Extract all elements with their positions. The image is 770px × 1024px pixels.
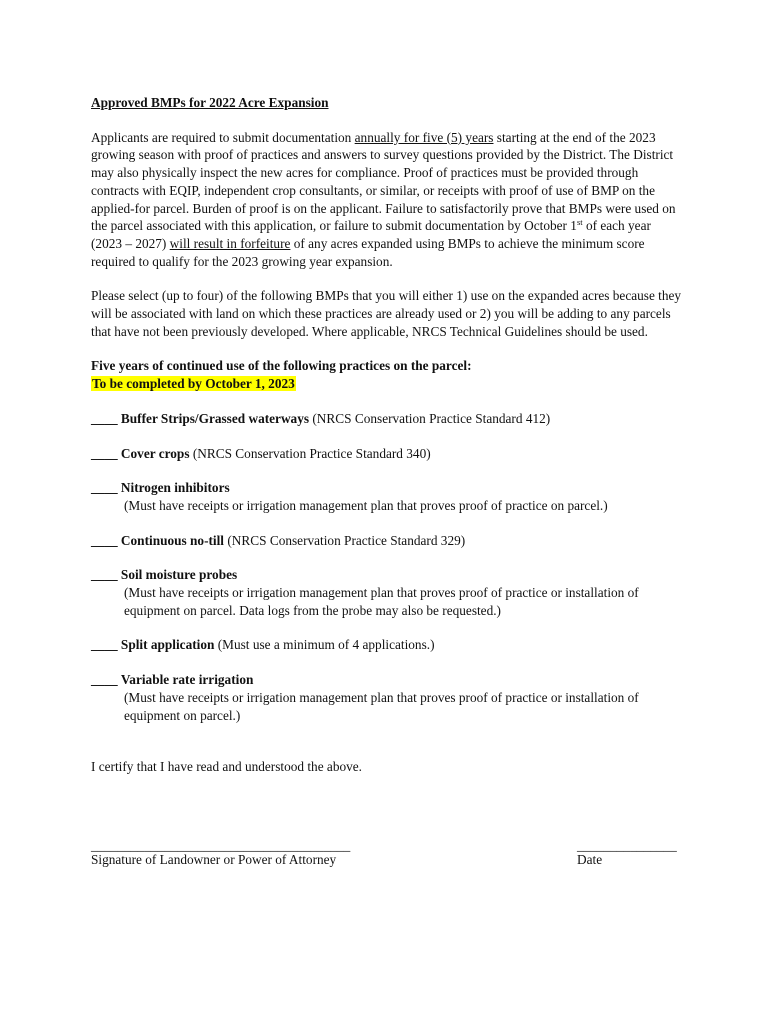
bmp-checkbox-blank[interactable]: ____ [91, 410, 118, 426]
bmp-item-line [91, 671, 683, 689]
select-paragraph: Please select (up to four) of the following BMPs that you will either 1) use on the expanded acres because they will be associated with land on which these practices are already used or 2) you will be adding to any parcels that have not been previously developed. Where applicable, NRCS Technical Guidelines should be used. [91, 288, 682, 339]
bmp-item-detail: (NRCS Conservation Practice Standard 412) [309, 410, 551, 426]
bmp-item-detail: (NRCS Conservation Practice Standard 340) [189, 445, 431, 461]
bmp-item-name: Variable rate irrigation [120, 672, 254, 688]
bmp-item [91, 671, 683, 724]
bmp-item-line [91, 636, 683, 654]
certify-statement: I certify that I have read and understood the above. [91, 759, 362, 775]
document-body [91, 94, 683, 776]
practices-heading: Five years of continued use of the following practices on the parcel: [91, 358, 472, 374]
bmp-item-detail: (Must use a minimum of 4 applications.) [214, 637, 435, 653]
bmp-item [91, 566, 683, 619]
intro-underline-forfeiture: will result in forfeiture [169, 235, 291, 251]
bmp-item-name: Nitrogen inhibitors [120, 480, 230, 496]
bmp-checkbox-blank[interactable]: ____ [91, 480, 118, 496]
bmp-checkbox-blank[interactable]: ____ [91, 637, 118, 653]
bmp-item-name: Cover crops [120, 445, 190, 461]
bmp-item [91, 479, 683, 514]
bmp-checkbox-blank[interactable]: ____ [91, 532, 118, 548]
bmp-item-note: (Must have receipts or irrigation management plan that proves proof of practice or installation of equipment on parcel. Data logs from the probe may also be requested.) [124, 585, 639, 618]
intro-text-2: starting at the end of the 2023 growing season with proof of practices and answers to survey questions provided by the District. The District may also physically inspect the new acres for compliance. Proof of practices must be provided through contracts with EQIP, independent crop consultants, or similar, or receipts with proof of use of BMP on the applied-for parcel. Burden of proof is on the applicant. Failure to satisfactorily prove that BMPs were used on the parcel associated with this application, or failure to submit documentation by October 1 [91, 129, 676, 234]
bmp-item-name: Split application [120, 637, 215, 653]
intro-superscript: st [576, 217, 583, 228]
bmp-checkbox-blank[interactable]: ____ [91, 445, 118, 461]
document-title: Approved BMPs for 2022 Acre Expansion [91, 95, 329, 110]
date-line[interactable]: _______________ [577, 838, 677, 853]
intro-underline-annual: annually for five (5) years [354, 129, 494, 145]
bmp-item [91, 410, 683, 428]
bmp-item-name: Continuous no-till [120, 532, 225, 548]
bmp-item-name: Buffer Strips/Grassed waterways [120, 410, 310, 426]
bmp-item-line [91, 410, 683, 428]
bmp-item-line [91, 445, 683, 463]
deadline-line [91, 375, 683, 393]
signature-line[interactable]: _______________________________________ [91, 838, 351, 853]
bmp-item-line [91, 532, 683, 550]
signature-block [91, 838, 683, 878]
intro-paragraph [91, 129, 683, 271]
intro-text-1: Applicants are required to submit documentation [91, 129, 355, 145]
bmp-item-name: Soil moisture probes [120, 567, 238, 583]
intro-text-4: of any acres expanded using BMPs to achieve the minimum score required to qualify for the 2023 growing year expansion. [91, 235, 645, 269]
date-label: Date [577, 852, 603, 867]
bmp-item-line [91, 479, 683, 497]
bmp-list [91, 410, 683, 724]
intro-text-3: of each year (2023 – 2027) [91, 218, 651, 251]
deadline-highlight: To be completed by October 1, 2023 [92, 376, 295, 392]
bmp-item-line [91, 566, 683, 584]
bmp-item [91, 532, 683, 550]
bmp-checkbox-blank[interactable]: ____ [91, 567, 118, 583]
bmp-checkbox-blank[interactable]: ____ [91, 672, 118, 688]
bmp-item-detail: (NRCS Conservation Practice Standard 329) [224, 532, 466, 548]
signature-label: Signature of Landowner or Power of Attorney [91, 852, 337, 867]
bmp-item [91, 636, 683, 654]
bmp-item-note: (Must have receipts or irrigation management plan that proves proof of practice or installation of equipment on parcel.) [124, 689, 639, 723]
bmp-item [91, 445, 683, 463]
bmp-item-note: (Must have receipts or irrigation management plan that proves proof of practice on parcel.) [124, 497, 608, 513]
